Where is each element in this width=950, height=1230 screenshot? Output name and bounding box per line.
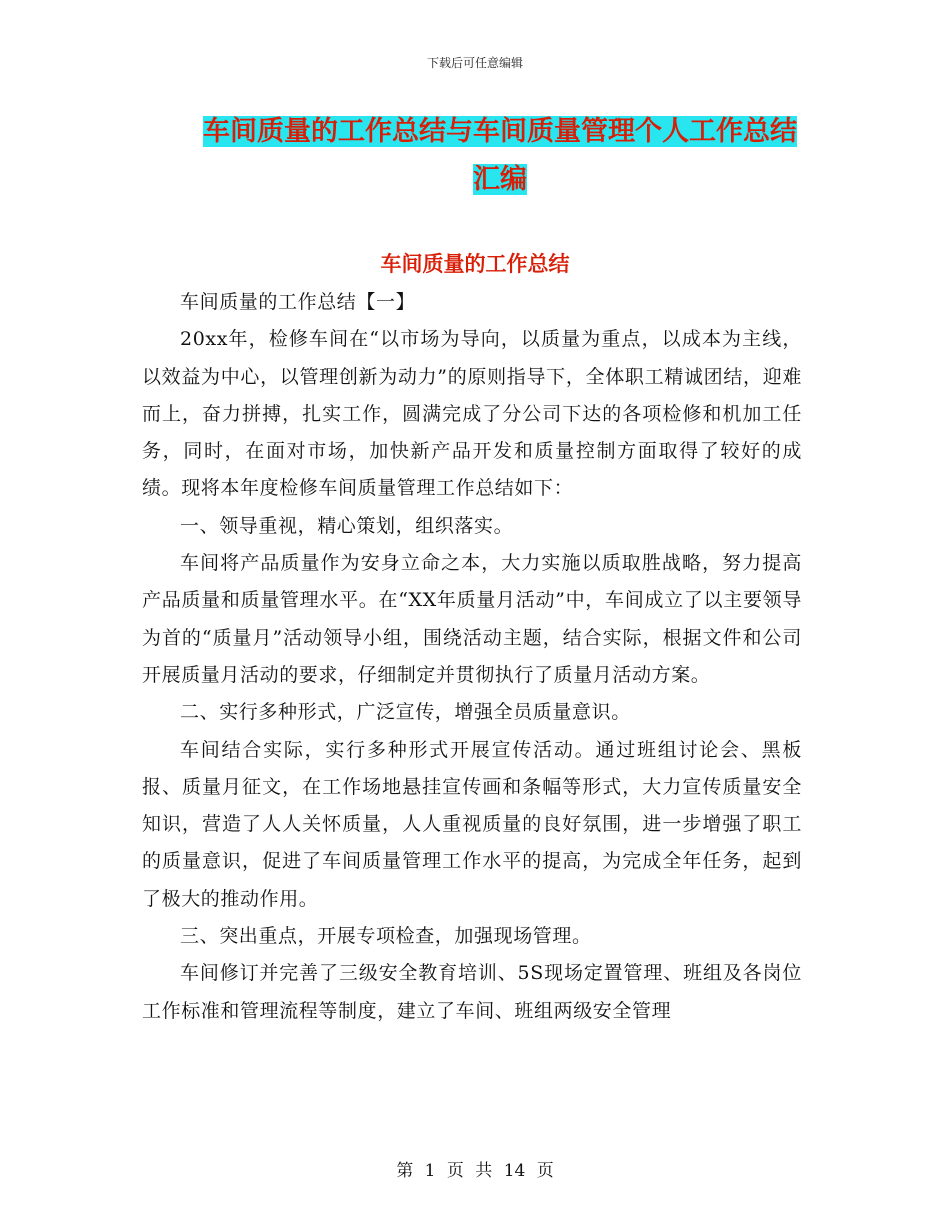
paragraph: 车间结合实际，实行多种形式开展宣传活动。通过班组讨论会、黑板报、质量月征文，在工作场地悬挂宣传画和条幅等形式，大力宣传质量安全知识，营造了人人关怀质量，人人重视质量的良好氛围，进一步增强了职工的质量意识，促进了车间质量管理工作水平的提高，为完成全年任务，起到了极大的推动作用。: [142, 738, 802, 910]
paragraph-heading-2: 二、实行多种形式，广泛宣传，增强全员质量意识。: [180, 701, 631, 724]
paragraph: 车间将产品质量作为安身立命之本，大力实施以质取胜战略，努力提高产品质量和质量管理水平。在“XX年质量月活动”中，车间成立了以主要领导为首的“质量月”活动领导小组，围绕活动主题，结合实际，根据文件和公司开展质量月活动的要求，仔细制定并贯彻执行了质量月活动方案。: [142, 552, 802, 686]
paragraph: 车间修订并完善了三级安全教育培训、5S现场定置管理、班组及各岗位工作标准和管理流程等制度，建立了车间、班组两级安全管理: [142, 962, 802, 1022]
document-title-text: 车间质量的工作总结与车间质量管理个人工作总结汇编: [203, 116, 797, 195]
paragraph-heading-1: 一、领导重视，精心策划，组织落实。: [180, 514, 514, 537]
header-note: 下载后可任意编辑: [426, 56, 523, 70]
paragraph-heading-3: 三、突出重点，开展专项检查，加强现场管理。: [180, 925, 592, 948]
section-title: 车间质量的工作总结: [380, 252, 570, 276]
document-title: [190, 108, 810, 204]
document-body: [142, 284, 802, 1030]
paragraph: 20xx年，检修车间在“以市场为导向，以质量为重点，以成本为主线，以效益为中心，以管理创新为动力”的原则指导下，全体职工精诚团结，迎难而上，奋力拼搏，扎实工作，圆满完成了分公司下达的各项检修和机加工任务，同时，在面对市场，加快新产品开发和质量控制方面取得了较好的成绩。现将本年度检修车间质量管理工作总结如下：: [142, 328, 802, 500]
paragraph-subheading: 车间质量的工作总结【一】: [180, 291, 416, 313]
page-number: 第 1 页 共 14 页: [396, 1161, 554, 1181]
